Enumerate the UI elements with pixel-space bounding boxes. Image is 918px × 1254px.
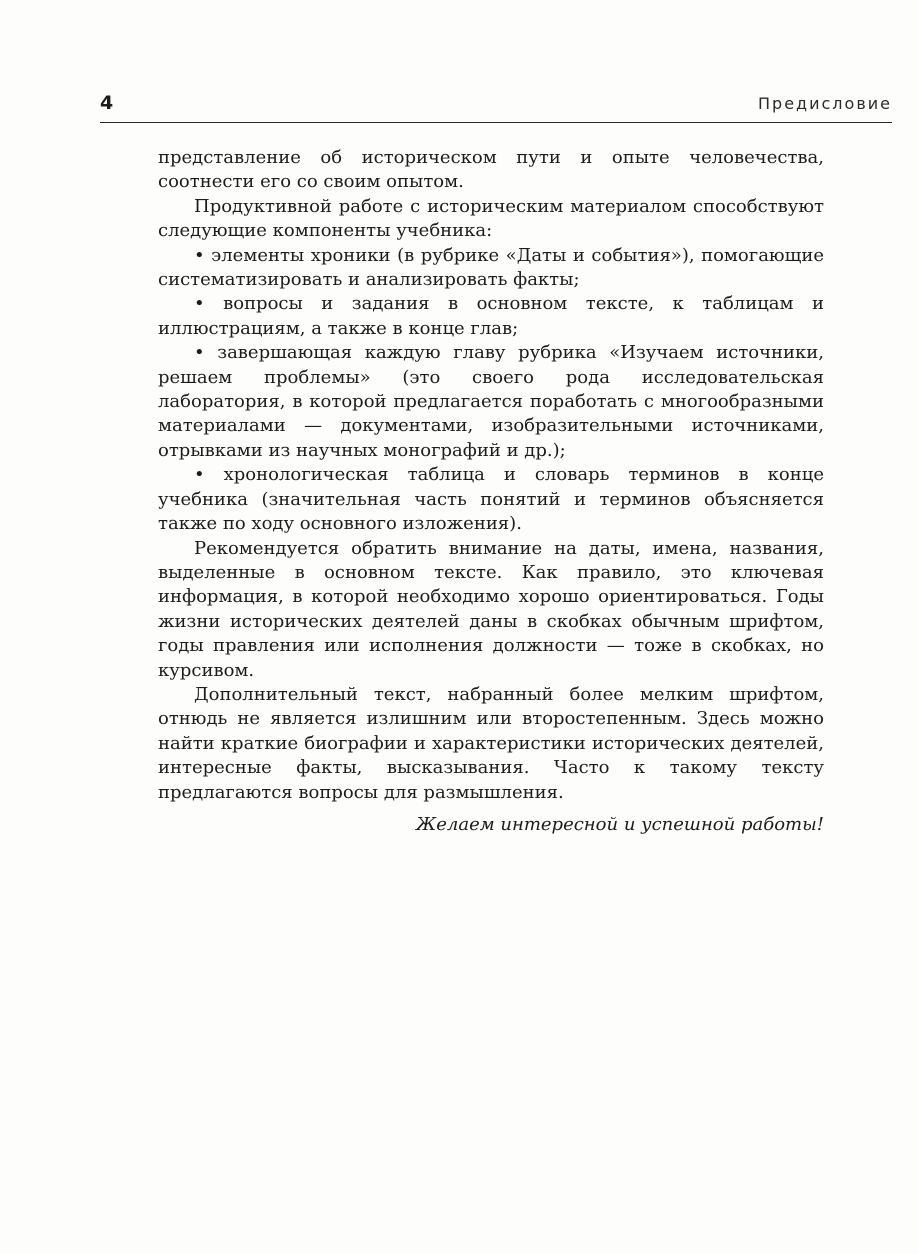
page-body: [158, 146, 824, 837]
list-item-chronology-glossary: • хронологическая таблица и словарь терминов в конце учебника (значительная часть понятий и терминов объясняется также по ходу основного изложения).: [158, 464, 824, 535]
list-item-questions: • вопросы и задания в основном тексте, к таблицам и иллюстрациям, а также в конце глав;: [158, 293, 824, 339]
paragraph-continuation: представление об историческом пути и опыте человечества, соотнести его со своим опытом.: [158, 147, 824, 193]
paragraph-recommendation: Рекомендуется обратить внимание на даты, имена, названия, выделенные в основном тексте. Как правило, это ключевая информация, в которой необходимо хорошо ориентироваться. Годы жизни исторических деятелей даны в скобках обычным шрифтом, годы правления или исполнения должности — тоже в скобках, но курсивом.: [158, 537, 824, 681]
paragraph-components-intro: Продуктивной работе с историческим материалом способствуют следующие компоненты учебника:: [158, 195, 824, 242]
list-item-sources-rubric: • завершающая каждую главу рубрика «Изучаем источники, решаем проблемы» (это своего рода исследовательская лаборатория, в которой предлагается поработать с многообразными материалами — документами, изобразительными источниками, отрывками из научных монографий и др.);: [158, 342, 824, 461]
closing-wish: Желаем интересной и успешной работы!: [416, 813, 824, 835]
paragraph-additional-text: Дополнительный текст, набранный более мелким шрифтом, отнюдь не является излишним или второстепенным. Здесь можно найти краткие биографии и характеристики исторических деятелей, интересные факты, высказывания. Часто к такому тексту предлагаются вопросы для размышления.: [158, 683, 824, 803]
list-item-chronicle: • элементы хроники (в рубрике «Даты и события»), помогающие систематизировать и анализировать факты;: [158, 244, 824, 291]
page-number: 4: [100, 92, 114, 114]
running-title: Предисловие: [758, 94, 892, 113]
page-header: [100, 88, 892, 123]
